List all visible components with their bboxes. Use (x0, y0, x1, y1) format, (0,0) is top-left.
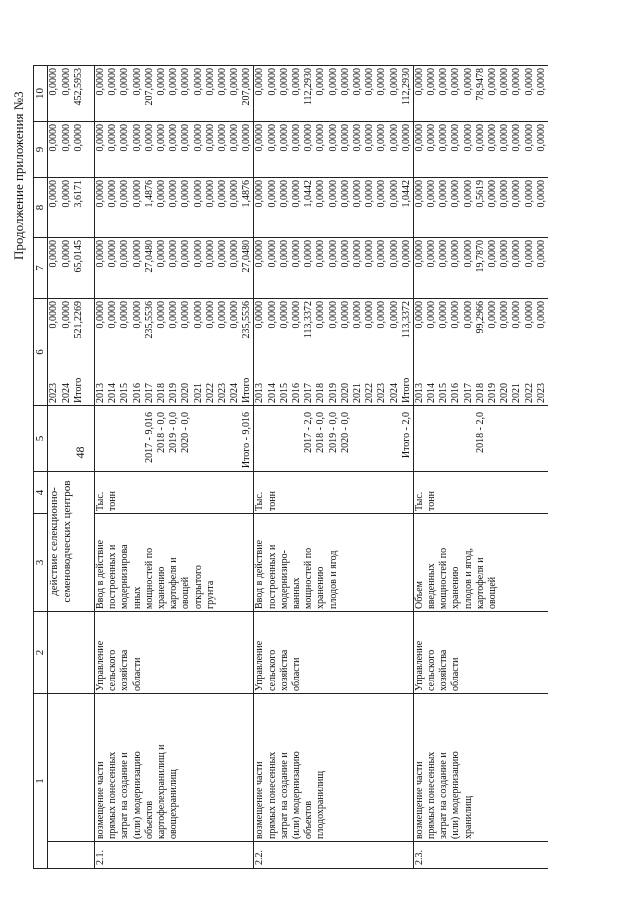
federal-cell: 0,0000 0,0000 0,0000 0,0000 0,0000 0,0000 0,0000 0,0000 0,0000 0,0000 0,0000 0,0000 0,0000 (254, 238, 413, 299)
year-cell: 2013 2014 2015 2016 2017 2018 2019 2020 2021 2022 2023 2024 Итого (254, 369, 413, 406)
page-number: 48 (73, 446, 87, 459)
col-header-7: 7 (34, 238, 48, 299)
indicator-by-year: 2017 - 2,0 2018 - 0,0 2019 - 0,0 2020 - 0,0 Итого - 2,0 (254, 406, 413, 472)
regional-cell: 0,0000 0,0000 3,6171 (48, 178, 95, 238)
col-header-3: 3 (34, 514, 48, 612)
col-header-9: 9 (34, 122, 48, 178)
local-cell: 0,0000 0,0000 0,0000 0,0000 0,0000 0,0000 0,0000 0,0000 0,0000 0,0000 0,0000 0,0000 0,0000 (95, 122, 254, 178)
column-number-row (34, 66, 48, 869)
col-header-8: 8 (34, 178, 48, 238)
year-cell: 2023 2024 Итого (48, 369, 95, 406)
federal-cell: 0,0000 0,0000 65,0145 (48, 238, 95, 299)
indicator: Объем введенных мощностей по хранению плодов и ягод, картофеля и овощей (413, 514, 548, 612)
executor: Управление сельского хозяйства области (413, 612, 548, 694)
federal-cell: 0,0000 0,0000 0,0000 0,0000 27,0480 0,0000 0,0000 0,0000 0,0000 0,0000 0,0000 0,0000 27,0480 (95, 238, 254, 299)
extrabudget-cell: 0,0000 0,0000 0,0000 0,0000 0,0000 78,9478 0,0000 0,0000 0,0000 0,0000 0,0000 (413, 66, 548, 122)
measure-name: возмещение части прямых понесенных затрат на создание и (или) модернизацию объектов плодохранилищ (254, 694, 413, 842)
col-header-6: 6 (34, 299, 48, 406)
indicator-by-year: 2018 - 2,0 (413, 406, 548, 472)
program-measures-table (33, 65, 95, 869)
total-cell: 0,0000 0,0000 0,0000 0,0000 0,0000 99,2966 0,0000 0,0000 0,0000 0,0000 0,0000 (413, 301, 547, 334)
year-cell: 2013 2014 2015 2016 2017 2018 2019 2020 2021 2022 2023 2024 Итого (95, 369, 254, 406)
measure-name: возмещение части прямых понесенных затрат на создание и (или) модернизацию объектов картофелехранилищ и овощехранилищ (95, 694, 254, 842)
row-number: 2.3. (413, 842, 548, 869)
local-cell: 0,0000 0,0000 0,0000 0,0000 0,0000 0,0000 0,0000 0,0000 0,0000 0,0000 0,0000 (413, 122, 548, 178)
year-cell: 2013 2014 2015 2016 2017 2018 2019 2020 2021 2022 2023 (413, 369, 548, 406)
col-header-10: 10 (34, 66, 48, 122)
measure-title-cell: действие селекционно- семеноводческих центров (48, 472, 95, 612)
table-row (95, 66, 254, 869)
col-header-5: 5 (34, 406, 48, 472)
table-row (413, 66, 548, 869)
total-cell: 0,0000 0,0000 0,0000 0,0000 113,3372 0,0000 0,0000 0,0000 0,0000 0,0000 0,0000 0,0000 113,3372 (254, 301, 412, 339)
measure-name: возмещение части прямых понесенных затрат на создание и (или) модернизацию хранилищ (413, 694, 548, 842)
indicator: Ввод в действие построенных и модернизирова нных мощностей по хранению картофеля и овощей открытого грунта (95, 514, 254, 612)
appendix-continuation-header: Продолжение приложения №3 (11, 91, 26, 260)
extrabudget-cell: 0,0000 0,0000 0,0000 0,0000 112,2930 0,0000 0,0000 0,0000 0,0000 0,0000 0,0000 0,0000 112,2930 (254, 66, 413, 122)
regional-cell: 0,0000 0,0000 0,0000 0,0000 1,0442 0,0000 0,0000 0,0000 0,0000 0,0000 0,0000 0,0000 1,0442 (254, 178, 413, 238)
regional-cell: 0,0000 0,0000 0,0000 0,0000 0,0000 0,5619 0,0000 0,0000 0,0000 0,0000 0,0000 (413, 178, 548, 238)
unit: Тыс. тонн (413, 472, 548, 514)
indicator-by-year: 2017 - 9,016 2018 - 0,0 2019 - 0,0 2020 - 0,0 Итого - 9,016 (95, 406, 254, 472)
row-number: 2.1. (95, 842, 254, 869)
executor: Управление сельского хозяйства области (254, 612, 413, 694)
table-row (254, 66, 413, 869)
extrabudget-cell: 0,0000 0,0000 452,5953 (48, 66, 95, 122)
indicator: Ввод в действие построенных и модернизиро- ванных мощностей по хранению плодов и ягод (254, 514, 413, 612)
local-cell: 0,0000 0,0000 0,0000 (48, 122, 95, 178)
col-header-1: 1 (34, 694, 48, 869)
unit: Тыс. тонн (254, 472, 413, 514)
total-cell: 0,0000 0,0000 521,2269 (48, 301, 84, 339)
local-cell: 0,0000 0,0000 0,0000 0,0000 0,0000 0,0000 0,0000 0,0000 0,0000 0,0000 0,0000 0,0000 0,0000 (254, 122, 413, 178)
federal-cell: 0,0000 0,0000 0,0000 0,0000 0,0000 19,7870 0,0000 0,0000 0,0000 0,0000 0,0000 (413, 238, 548, 299)
total-cell: 0,0000 0,0000 0,0000 0,0000 235,5536 0,0000 0,0000 0,0000 0,0000 0,0000 0,0000 0,0000 235,5536 (95, 301, 253, 339)
regional-cell: 0,0000 0,0000 0,0000 0,0000 1,4876 0,0000 0,0000 0,0000 0,0000 0,0000 0,0000 0,0000 1,4876 (95, 178, 254, 238)
table-row-top-continuation (48, 66, 95, 869)
row-number: 2.2. (254, 842, 413, 869)
col-header-4: 4 (34, 472, 48, 514)
executor: Управление сельского хозяйства области (95, 612, 254, 694)
extrabudget-cell: 0,0000 0,0000 0,0000 0,0000 207,0000 0,0000 0,0000 0,0000 0,0000 0,0000 0,0000 0,0000 207,0000 (95, 66, 254, 122)
col-header-2: 2 (34, 612, 48, 694)
program-measures-body (94, 65, 548, 869)
unit: Тыс. тонн (95, 472, 254, 514)
